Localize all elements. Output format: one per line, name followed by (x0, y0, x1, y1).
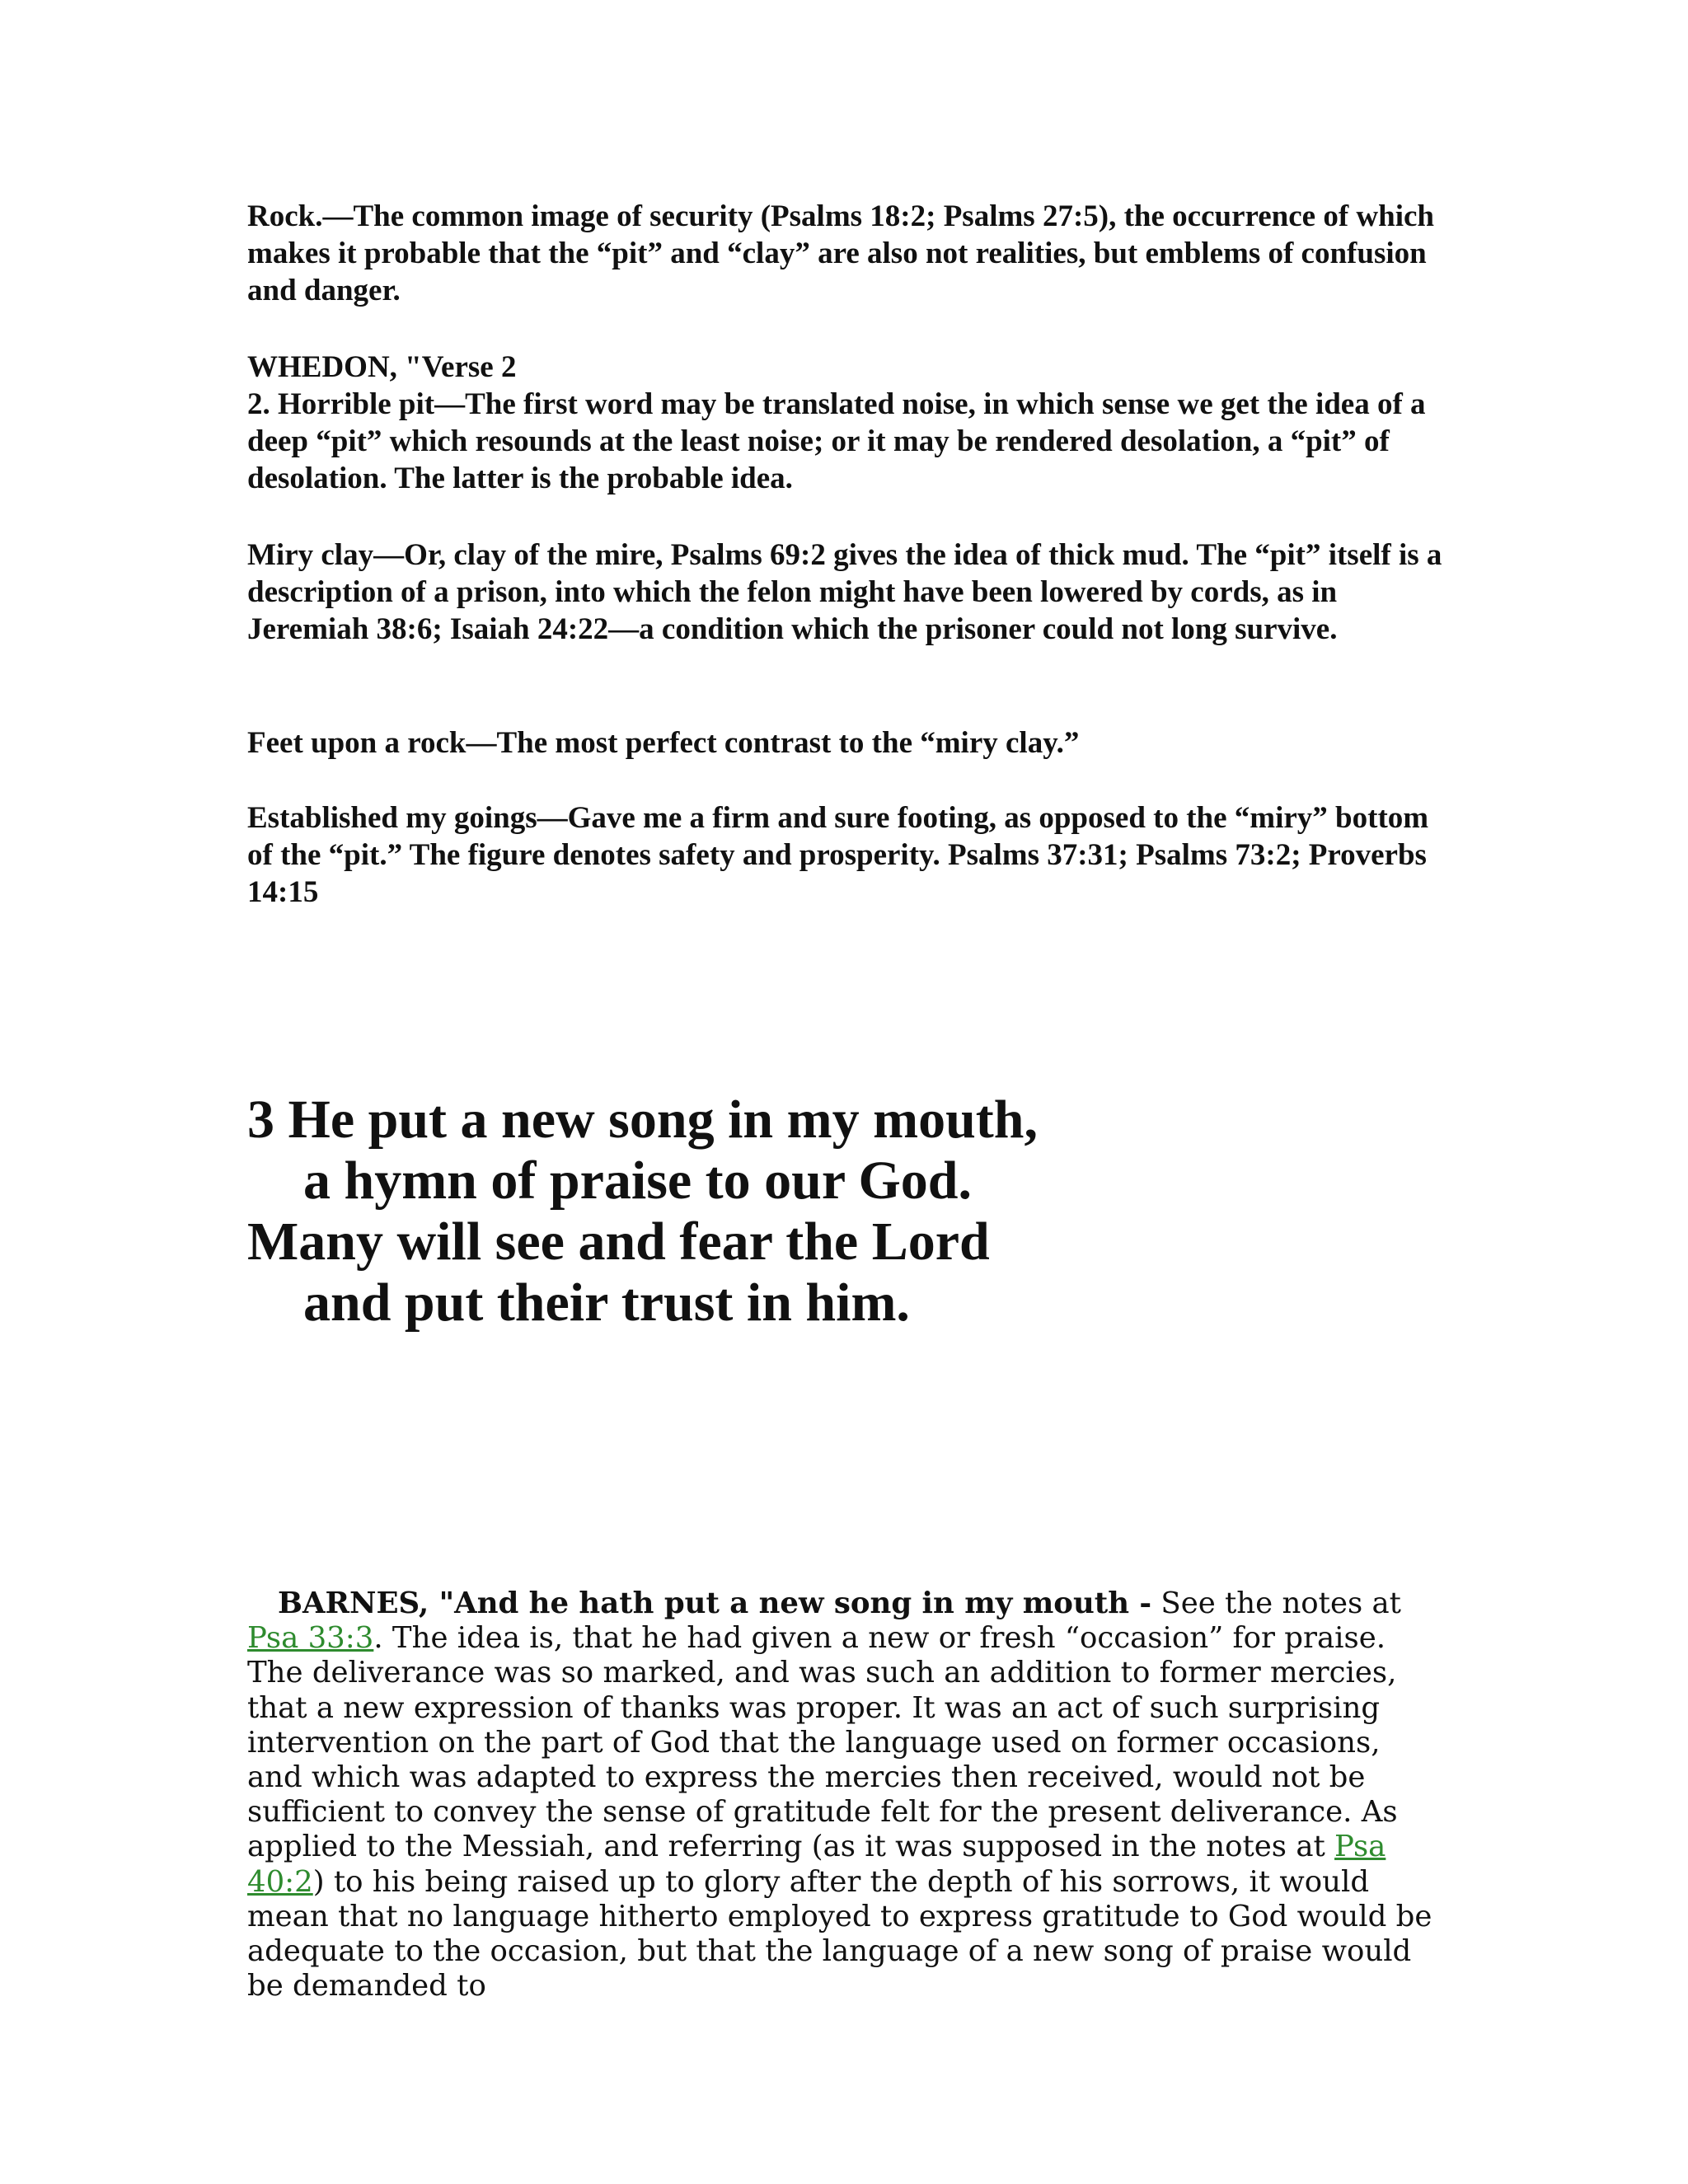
barnes-text-2: . The idea is, that he had given a new or fresh “occasion” for praise. The deliverance was so marked, and was such an addition to former mercies, that a new expression of thanks was proper. It was an act of such surprising intervention on the part of God that the language used on former occasions, and which was adapted to express the mercies then received, would not be sufficient to convey the sense of gratitude felt for the present deliverance. As applied to the Messiah, and referring (as it was supposed in the notes at (247, 1621, 1398, 1864)
whedon-established-paragraph: Established my goings—Gave me a firm and sure footing, as opposed to the “miry” bottom of the “pit.” The figure denotes safety and prosperity. Psalms 37:31; Psalms 73:2; Proverbs 14:15 (247, 801, 1429, 909)
rock-paragraph: Rock.—The common image of security (Psalms 18:2; Psalms 27:5), the occurrence of which makes it probable that the “pit” and “clay” are also not realities, but emblems of confusion and danger. (247, 199, 1435, 307)
whedon-section (247, 349, 1451, 497)
verse-line-2: a hymn of praise to our God. (303, 1151, 973, 1211)
verse-line-1: 3 He put a new song in my mouth, (247, 1090, 1038, 1150)
whedon-miry-clay-paragraph: Miry clay—Or, clay of the mire, Psalms 69:2 gives the idea of thick mud. The “pit” itself is a description of a prison, into which the felon might have been lowered by cords, as in Jeremiah 38:6; Isaiah 24:22—a condition which the prisoner could not long survive. (247, 538, 1442, 646)
verse-3-block (247, 1090, 1484, 1333)
barnes-lead: BARNES, "And he hath put a new song in my mouth - (278, 1586, 1152, 1620)
whedon-header: WHEDON, "Verse 2 (247, 350, 517, 384)
whedon-horrible-pit-paragraph: 2. Horrible pit—The first word may be translated noise, in which sense we get the idea of a deep “pit” which resounds at the least noise; or it may be rendered desolation, a “pit” of desolation. The latter is the probable idea. (247, 387, 1426, 495)
verse-line-3: Many will see and fear the Lord (247, 1212, 990, 1272)
barnes-text-3: ) to his being raised up to glory after the depth of his sorrows, it would mean that no language hitherto employed to express gratitude to God would be adequate to the occasion, but that the language of a new song of praise would be demanded to (247, 1864, 1432, 2004)
link-psa-33-3[interactable]: Psa 33:3 (247, 1621, 374, 1656)
barnes-paragraph (247, 1586, 1438, 2004)
link-psa-40-2[interactable]: Psa 40:2 (247, 1830, 1386, 1899)
verse-line-4: and put their trust in him. (303, 1272, 910, 1333)
whedon-feet-upon-rock-paragraph: Feet upon a rock—The most perfect contrast to the “miry clay.” (247, 726, 1080, 760)
barnes-text-1: See the notes at (1151, 1586, 1401, 1620)
